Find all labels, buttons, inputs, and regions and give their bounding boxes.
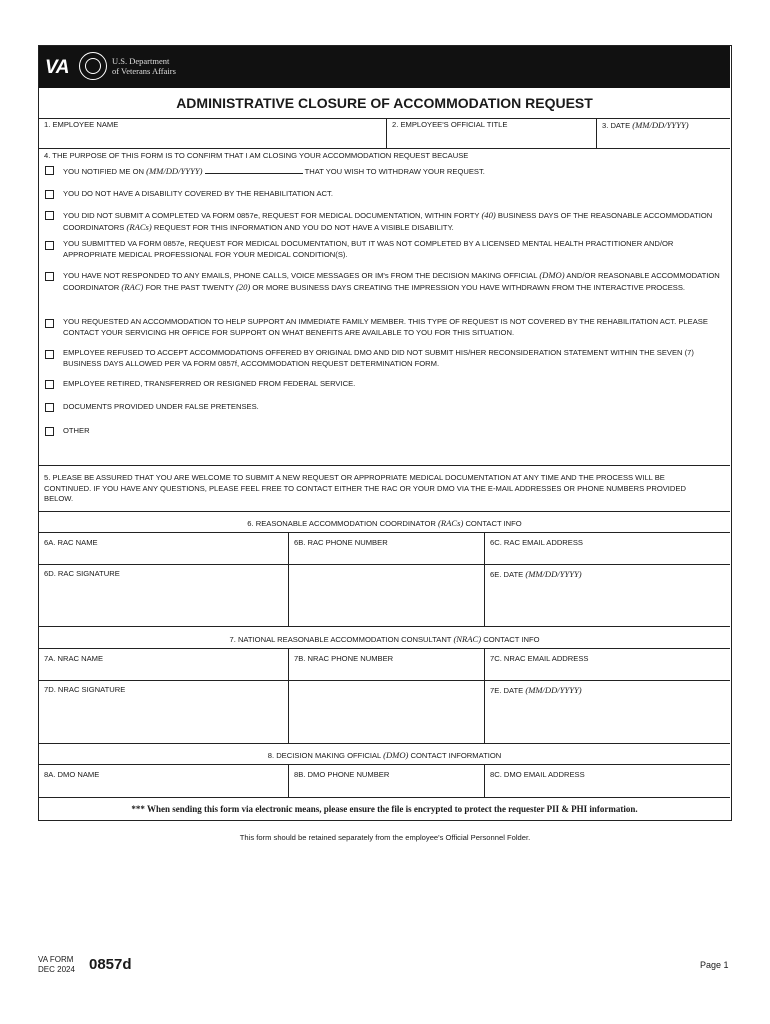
divider bbox=[288, 764, 289, 797]
section-8-heading: 8. DECISION MAKING OFFICIAL (DMO) CONTACT INFORMATION bbox=[267, 750, 502, 760]
divider bbox=[484, 532, 485, 626]
retention-note: This form should be retained separately from the employee's Official Personnel Folder. bbox=[239, 833, 531, 842]
divider bbox=[39, 626, 730, 627]
checkbox-refused-accommodation[interactable] bbox=[45, 350, 54, 359]
divider bbox=[39, 465, 730, 466]
option-other: OTHER bbox=[63, 426, 90, 435]
checkbox-no-response[interactable] bbox=[45, 272, 54, 281]
date-label: 3. DATE (MM/DD/YYYY) bbox=[602, 120, 689, 130]
divider bbox=[39, 743, 730, 744]
section-5-text: 5. PLEASE BE ASSURED THAT YOU ARE WELCOME TO SUBMIT A NEW REQUEST OR APPROPRIATE MEDICAL DOCUMENTATION AT ANY TIME AND THE PROCESS WILL BE CONTINUED. IF YOU HAVE ANY QUESTIONS, PLEASE FEEL FREE TO CONTACT EITHER THE RAC OR YOUR DMO VIA THE E-MAIL ADDRESSES OR PHONE NUMBERS PROVIDED BELOW. bbox=[44, 473, 686, 503]
option-withdraw: YOU NOTIFIED ME ON (MM/DD/YYYY) THAT YOU WISH TO WITHDRAW YOUR REQUEST. bbox=[63, 166, 485, 176]
section-4-intro: 4. THE PURPOSE OF THIS FORM IS TO CONFIRM THAT I AM CLOSING YOUR ACCOMMODATION REQUEST BECAUSE bbox=[44, 151, 469, 160]
nrac-date-field[interactable]: 7E. DATE (MM/DD/YYYY) bbox=[490, 685, 582, 695]
option-no-disability: YOU DO NOT HAVE A DISABILITY COVERED BY THE REHABILITATION ACT. bbox=[63, 189, 333, 198]
va-seal-icon bbox=[79, 52, 107, 80]
rac-name-field[interactable]: 6A. RAC NAME bbox=[44, 538, 98, 547]
form-number: 0857d bbox=[89, 956, 132, 973]
nrac-name-field[interactable]: 7A. NRAC NAME bbox=[44, 654, 104, 663]
checkbox-no-medical-docs[interactable] bbox=[45, 211, 54, 220]
divider bbox=[288, 532, 289, 626]
department-name: U.S. Department of Veterans Affairs bbox=[112, 56, 176, 76]
divider bbox=[484, 648, 485, 743]
option-refused-accommodation: EMPLOYEE REFUSED TO ACCEPT ACCOMMODATIONS OFFERED BY ORIGINAL DMO AND DID NOT SUBMIT HIS/HER RECONSIDERATION STATEMENT WITHIN THE SEVEN (7) BUSINESS DAYS ALLOWED PER VA FORM 0857f, ACCOMMODATION REQUEST DETERMINATION FORM. bbox=[63, 348, 694, 368]
divider bbox=[596, 118, 597, 148]
encryption-notice: *** When sending this form via electronic means, please ensure the file is encrypted to protect the requester PII & PHI information. bbox=[131, 804, 638, 814]
rac-phone-field[interactable]: 6B. RAC PHONE NUMBER bbox=[294, 538, 388, 547]
divider bbox=[39, 797, 730, 798]
dmo-name-field[interactable]: 8A. DMO NAME bbox=[44, 770, 100, 779]
option-incomplete-docs: YOU SUBMITTED VA FORM 0857e, REQUEST FOR MEDICAL DOCUMENTATION, BUT IT WAS NOT COMPLETED BY A LICENSED MENTAL HEALTH PRACTITIONER AND/OR APPROPRIATE MEDICAL PROFESSIONAL FOR YOUR MEDICAL CONDITION(S). bbox=[63, 239, 674, 259]
checkbox-retired[interactable] bbox=[45, 380, 54, 389]
divider bbox=[39, 532, 730, 533]
divider bbox=[288, 648, 289, 743]
option-retired: EMPLOYEE RETIRED, TRANSFERRED OR RESIGNED FROM FEDERAL SERVICE. bbox=[63, 379, 356, 388]
checkbox-false-pretenses[interactable] bbox=[45, 403, 54, 412]
checkbox-family-member[interactable] bbox=[45, 319, 54, 328]
section-6-heading: 6. REASONABLE ACCOMMODATION COORDINATOR (RACs) CONTACT INFO bbox=[247, 518, 522, 528]
section-7-heading: 7. NATIONAL REASONABLE ACCOMMODATION CONSULTANT (NRAC) CONTACT INFO bbox=[229, 634, 540, 644]
divider bbox=[39, 680, 730, 681]
dmo-phone-field[interactable]: 8B. DMO PHONE NUMBER bbox=[294, 770, 390, 779]
checkbox-incomplete-docs[interactable] bbox=[45, 241, 54, 250]
nrac-signature-field[interactable]: 7D. NRAC SIGNATURE bbox=[44, 685, 126, 694]
divider bbox=[39, 648, 730, 649]
option-no-response: YOU HAVE NOT RESPONDED TO ANY EMAILS, PHONE CALLS, VOICE MESSAGES OR IM's FROM THE DECISION MAKING OFFICIAL (DMO) AND/OR REASONABLE ACCOMMODATION COORDINATOR (RAC) FOR THE PAST TWENTY (20) OR MORE BUSINESS DAYS CREATING THE IMPRESSION YOU HAVE WITHDRAWN FROM THE INTERACTIVE PROCESS. bbox=[63, 270, 720, 292]
divider bbox=[39, 764, 730, 765]
divider bbox=[39, 511, 730, 512]
checkbox-other[interactable] bbox=[45, 427, 54, 436]
option-no-medical-docs: YOU DID NOT SUBMIT A COMPLETED VA FORM 0857e, REQUEST FOR MEDICAL DOCUMENTATION, WITHIN FORTY (40) BUSINESS DAYS OF THE REASONABLE ACCOMMODATION COORDINATORS (RACs) REQUEST FOR THIS INFORMATION AND YOU DO NOT HAVE A VISIBLE DISABILITY. bbox=[63, 210, 713, 232]
divider bbox=[386, 118, 387, 148]
va-header bbox=[39, 46, 730, 88]
rac-signature-field[interactable]: 6D. RAC SIGNATURE bbox=[44, 569, 120, 578]
va-logo: VA bbox=[45, 57, 69, 78]
divider bbox=[484, 764, 485, 797]
option-false-pretenses: DOCUMENTS PROVIDED UNDER FALSE PRETENSES. bbox=[63, 402, 259, 411]
form-label: VA FORM DEC 2024 bbox=[38, 955, 75, 974]
rac-date-field[interactable]: 6E. DATE (MM/DD/YYYY) bbox=[490, 569, 582, 579]
checkbox-no-disability[interactable] bbox=[45, 190, 54, 199]
nrac-phone-field[interactable]: 7B. NRAC PHONE NUMBER bbox=[294, 654, 394, 663]
rac-email-field[interactable]: 6C. RAC EMAIL ADDRESS bbox=[490, 538, 583, 547]
option-family-member: YOU REQUESTED AN ACCOMMODATION TO HELP SUPPORT AN IMMEDIATE FAMILY MEMBER. THIS TYPE OF REQUEST IS NOT COVERED BY THE REHABILITATION ACT. PLEASE CONTACT YOUR SERVICING HR OFFICE FOR SUPPORT ON WHAT BENEFITS ARE AVAILABLE TO YOU FOR THIS SITUATION. bbox=[63, 317, 708, 337]
page-number: Page 1 bbox=[700, 960, 729, 970]
dmo-email-field[interactable]: 8C. DMO EMAIL ADDRESS bbox=[490, 770, 585, 779]
nrac-email-field[interactable]: 7C. NRAC EMAIL ADDRESS bbox=[490, 654, 589, 663]
form-title: ADMINISTRATIVE CLOSURE OF ACCOMMODATION REQUEST bbox=[39, 88, 730, 119]
form-container bbox=[38, 45, 732, 821]
employee-name-label: 1. EMPLOYEE NAME bbox=[44, 120, 119, 129]
checkbox-withdraw[interactable] bbox=[45, 166, 54, 175]
divider bbox=[39, 564, 730, 565]
official-title-label: 2. EMPLOYEE'S OFFICIAL TITLE bbox=[392, 120, 508, 129]
withdraw-date-field[interactable] bbox=[205, 165, 303, 174]
divider bbox=[39, 148, 730, 149]
